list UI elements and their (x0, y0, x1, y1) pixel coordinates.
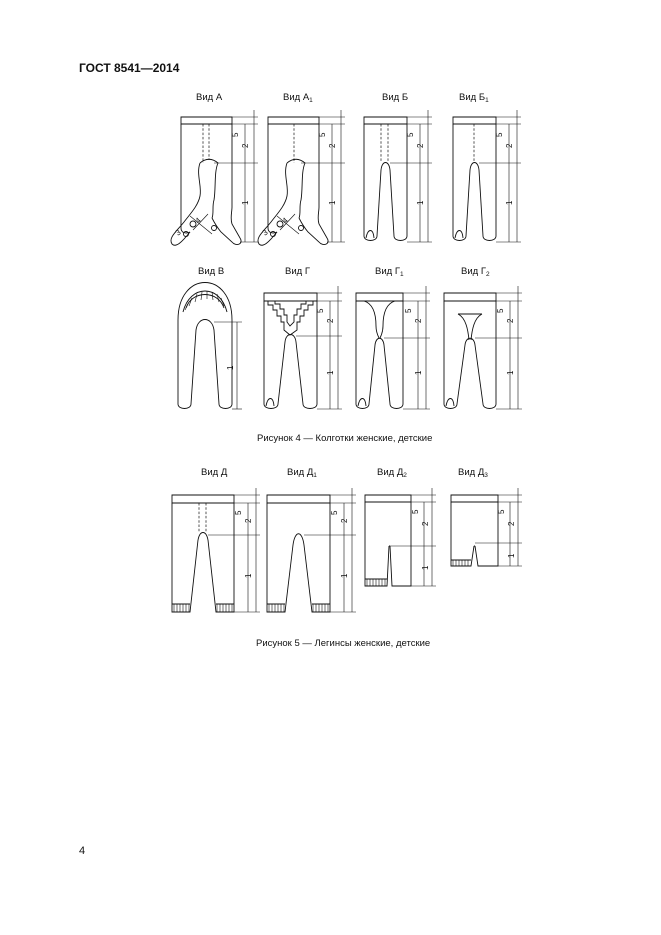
svg-text:5: 5 (234, 510, 243, 515)
svg-text:2: 2 (328, 143, 337, 148)
figure5-caption: Рисунок 5 — Легинсы женские, детские (256, 638, 431, 649)
svg-text:4: 4 (193, 215, 203, 226)
figure4-caption: Рисунок 4 — Колготки женские, детские (257, 433, 433, 444)
svg-text:4: 4 (280, 215, 290, 226)
svg-text:2: 2 (507, 521, 516, 526)
drawing-view-d (172, 488, 260, 612)
svg-text:2: 2 (505, 143, 514, 148)
drawing-view-b1 (453, 110, 521, 242)
view-label-a: Вид А (196, 92, 223, 103)
view-label-d1: Вид $Д_1$ (287, 467, 317, 479)
drawing-view-d2 (365, 488, 436, 586)
svg-text:1: 1 (506, 370, 515, 375)
svg-text:1: 1 (340, 573, 349, 578)
svg-text:3: 3 (260, 227, 270, 238)
svg-text:5: 5 (231, 132, 240, 137)
svg-text:5: 5 (406, 132, 415, 137)
page-number: 4 (79, 845, 86, 857)
svg-text:1: 1 (226, 365, 235, 370)
svg-text:5: 5 (495, 132, 504, 137)
svg-text:2: 2 (241, 143, 250, 148)
drawing-view-v (178, 283, 242, 410)
svg-text:2: 2 (506, 318, 515, 323)
svg-text:1: 1 (328, 200, 337, 205)
view-label-d3: Вид $Д_3$ (458, 467, 488, 479)
drawing-view-d3 (451, 488, 522, 566)
view-label-g: Вид Г (285, 266, 310, 277)
svg-text:1: 1 (505, 200, 514, 205)
svg-text:1: 1 (421, 565, 430, 570)
svg-text:1: 1 (507, 553, 516, 558)
svg-text:1: 1 (416, 200, 425, 205)
drawing-view-b (364, 110, 432, 242)
svg-text:2: 2 (326, 318, 335, 323)
document-header: ГОСТ 8541—2014 (79, 61, 180, 75)
view-label-g2: Вид $Г_2$ (461, 266, 490, 278)
svg-text:1: 1 (414, 370, 423, 375)
drawing-view-a (171, 110, 258, 245)
svg-text:3: 3 (173, 227, 183, 238)
view-label-d: Вид Д (201, 467, 228, 478)
svg-text:5: 5 (411, 509, 420, 514)
svg-text:1: 1 (244, 573, 253, 578)
svg-text:5: 5 (330, 510, 339, 515)
svg-text:2: 2 (414, 318, 423, 323)
svg-text:2: 2 (244, 518, 253, 523)
svg-text:5: 5 (318, 132, 327, 137)
svg-text:5: 5 (496, 308, 505, 313)
view-label-a1: Вид $А_1$ (283, 92, 313, 104)
drawing-view-g (264, 286, 342, 409)
view-label-v: Вид В (198, 266, 225, 277)
svg-text:2: 2 (340, 518, 349, 523)
view-label-b1: Вид $Б_1$ (459, 92, 489, 104)
svg-text:5: 5 (404, 308, 413, 313)
drawing-view-g2 (444, 286, 522, 409)
svg-text:2: 2 (416, 143, 425, 148)
svg-text:5: 5 (316, 308, 325, 313)
svg-text:1: 1 (241, 200, 250, 205)
svg-text:2: 2 (421, 521, 430, 526)
view-label-g1: Вид $Г_1$ (375, 266, 404, 278)
view-label-d2: Вид $Д_2$ (377, 467, 407, 479)
view-label-b: Вид Б (382, 92, 409, 103)
drawing-view-a1 (258, 110, 345, 245)
drawing-view-g1 (356, 286, 430, 409)
svg-text:5: 5 (497, 509, 506, 514)
drawing-view-d1 (267, 488, 356, 612)
svg-text:1: 1 (326, 370, 335, 375)
